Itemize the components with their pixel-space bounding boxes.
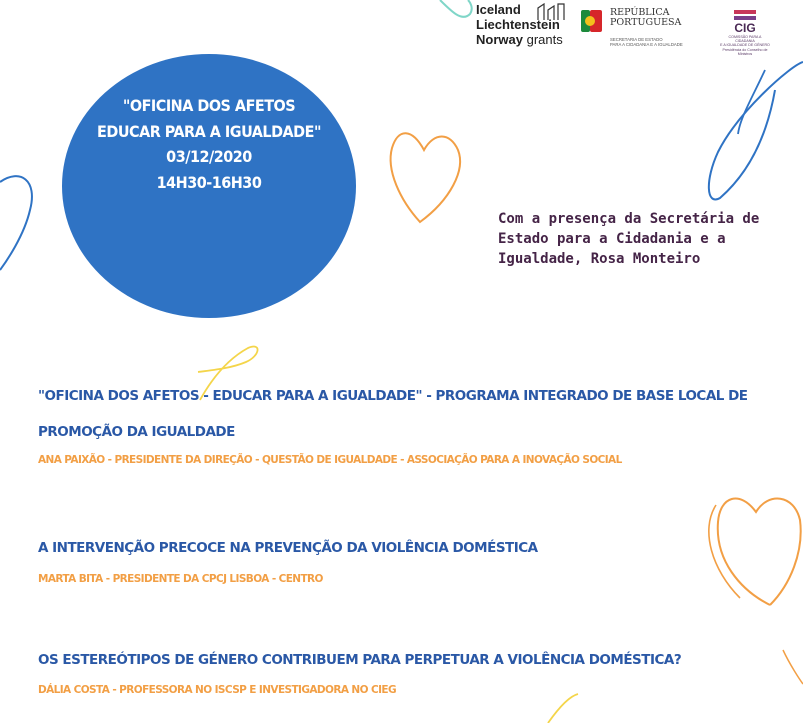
teal-scribble xyxy=(440,0,472,17)
talk-2-speaker: MARTA BITA - PRESIDENTE DA CPCJ LISBOA - CENTRO xyxy=(38,573,323,585)
cig-logo xyxy=(720,10,770,56)
cig-bar-bottom xyxy=(734,16,756,20)
portuguese-flag-shield-icon xyxy=(580,8,604,34)
republica-portuguesa-logo xyxy=(580,7,683,47)
republica-line-2: PORTUGUESA xyxy=(610,17,682,28)
eea-line-2: Liechtenstein xyxy=(476,17,560,32)
talk-1-title-cont: PROMOÇÃO DA IGUALDADE xyxy=(38,424,235,440)
event-title-line-1: "OFICINA DOS AFETOS xyxy=(122,96,296,115)
talk-3-title: OS ESTEREÓTIPOS DE GÉNERO CONTRIBUEM PARA PERPETUAR A VIOLÊNCIA DOMÉSTICA? xyxy=(38,652,682,668)
eea-line-3: Norway grants xyxy=(476,32,563,47)
yellow-scribble-bottom xyxy=(548,694,578,723)
event-info xyxy=(62,93,356,195)
event-title-line-2: EDUCAR PARA A IGUALDADE" xyxy=(97,121,321,141)
cig-subtitle: COMISSÃO PARA A CIDADANIA E A IGUALDADE DE GÉNERO Presidência do Conselho de Ministros xyxy=(720,35,770,56)
sponsor-logos xyxy=(470,0,803,70)
republica-sub-1: SECRETARIA DE ESTADO xyxy=(610,37,663,42)
talk-3-speaker: DÁLIA COSTA - PROFESSORA NO ISCSP E INVESTIGADORA NO CIEG xyxy=(38,684,396,696)
eea-line-1: Iceland xyxy=(476,2,521,17)
cig-name: CIG xyxy=(734,21,756,35)
event-date: 03/12/2020 xyxy=(166,147,252,166)
presence-note: Com a presença da Secretária de Estado para a Cidadania e a Igualdade, Rosa Monteiro xyxy=(498,211,760,267)
event-time: 14H30-16H30 xyxy=(156,172,262,192)
blue-heart-right-scribble xyxy=(709,62,803,199)
eea-grants-mark-icon xyxy=(536,2,566,22)
talk-2-title: A INTERVENÇÃO PRECOCE NA PREVENÇÃO DA VIOLÊNCIA DOMÉSTICA xyxy=(38,540,538,556)
orange-heart-top-scribble xyxy=(391,133,460,222)
blue-loop-scribble xyxy=(738,70,765,134)
talk-1-title: "OFICINA DOS AFETOS - EDUCAR PARA A IGUALDADE" - PROGRAMA INTEGRADO DE BASE LOCAL DE xyxy=(38,388,748,404)
talk-2 xyxy=(38,538,798,585)
talk-1-speaker: ANA PAIXÃO - PRESIDENTE DA DIREÇÃO - QUESTÃO DE IGUALDADE - ASSOCIAÇÃO PARA A INOVAÇÃO SOCIAL xyxy=(38,454,622,466)
republica-sub-2: PARA A CIDADANIA E A IGUALDADE xyxy=(610,42,683,47)
blue-heart-left-scribble xyxy=(0,176,32,270)
republica-line-1: REPÚBLICA xyxy=(610,7,670,18)
talk-3 xyxy=(38,650,798,696)
cig-bar-top xyxy=(734,10,756,14)
talk-1 xyxy=(38,386,798,466)
